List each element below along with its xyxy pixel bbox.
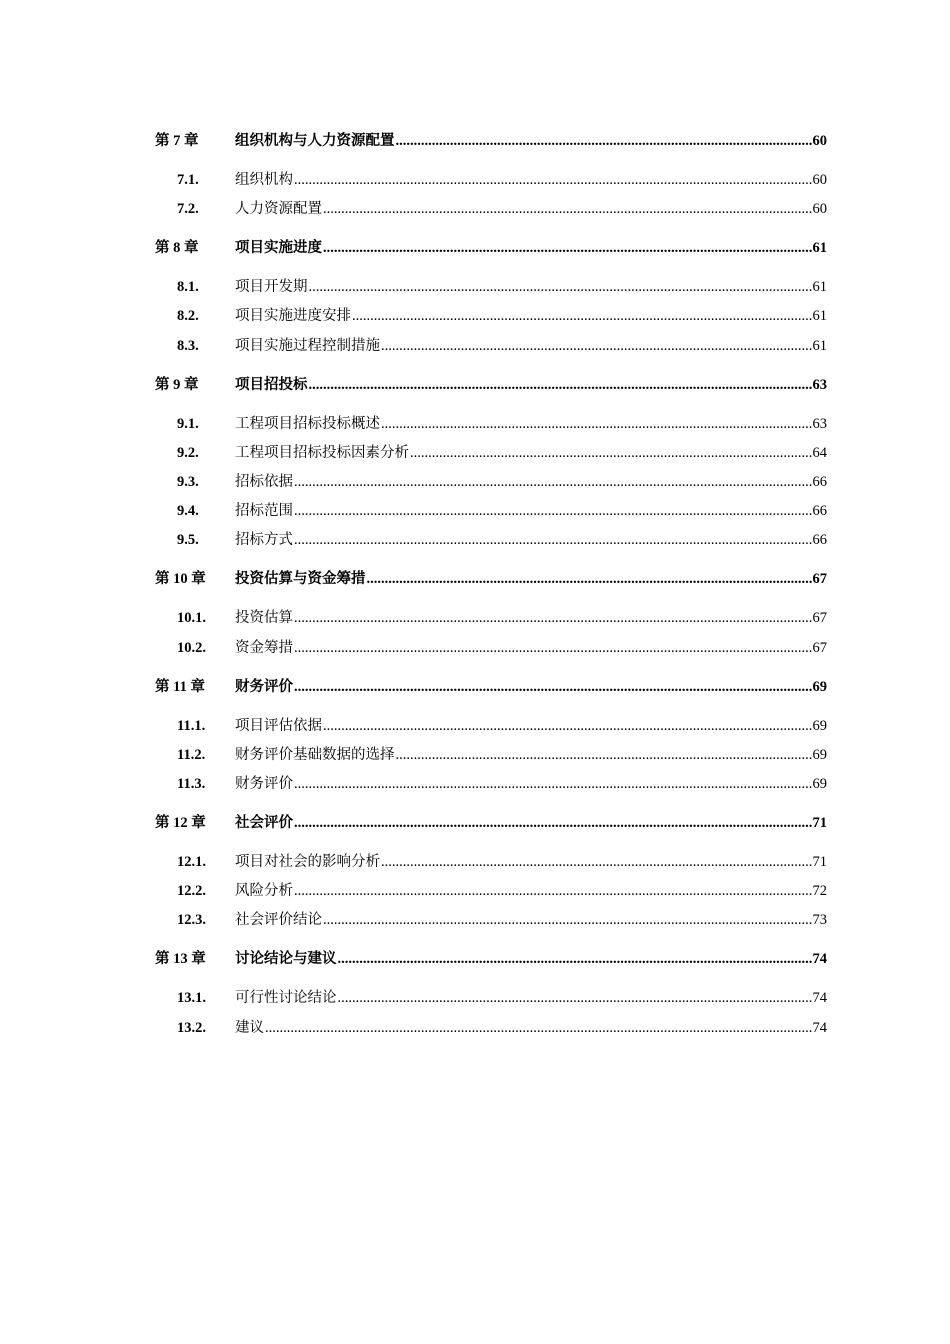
- toc-dot-leader: [338, 989, 812, 1007]
- toc-chapter-title: 投资估算与资金筹措: [235, 571, 366, 588]
- toc-section-number: 12.3.: [177, 912, 206, 929]
- toc-section-number: 10.1.: [177, 610, 206, 627]
- toc-dot-leader: [323, 911, 812, 929]
- toc-page-number: 61: [812, 337, 827, 354]
- toc-dot-leader: [309, 278, 812, 296]
- toc-chapter-number: 第 13 章: [155, 951, 206, 968]
- toc-section-number: 7.1.: [177, 172, 199, 188]
- toc-section-entry[interactable]: [155, 989, 827, 1007]
- toc-section-number: 12.1.: [177, 854, 206, 870]
- toc-chapter-entry[interactable]: [155, 570, 827, 588]
- toc-dot-leader: [294, 171, 812, 189]
- toc-dot-leader: [381, 853, 812, 871]
- toc-page-number: 66: [812, 503, 827, 520]
- toc-page-number: 72: [812, 883, 827, 900]
- toc-section-title: 项目开发期: [235, 279, 308, 296]
- toc-section-title: 资金筹措: [235, 639, 293, 656]
- toc-section-entry[interactable]: [155, 415, 827, 433]
- toc-dot-leader: [410, 444, 812, 462]
- toc-dot-leader: [294, 473, 812, 491]
- toc-page-number: 67: [812, 571, 827, 588]
- toc-chapter-title: 讨论结论与建议: [235, 951, 337, 968]
- toc-chapter-title: 项目实施进度: [235, 240, 322, 257]
- toc-section-entry[interactable]: [155, 278, 827, 296]
- toc-page-number: 60: [812, 133, 827, 149]
- toc-page-number: 66: [812, 474, 827, 490]
- toc-page-number: 73: [812, 912, 827, 929]
- toc-page-number: 71: [812, 854, 827, 870]
- toc-page-number: 60: [812, 172, 827, 188]
- toc-page-number: 69: [812, 746, 827, 763]
- toc-chapter-entry[interactable]: [155, 132, 827, 150]
- toc-section-number: 8.1.: [177, 279, 199, 296]
- toc-dot-leader: [294, 639, 812, 657]
- toc-section-number: 12.2.: [177, 883, 206, 900]
- toc-dot-leader: [265, 1019, 812, 1037]
- toc-section-number: 7.2.: [177, 201, 199, 218]
- toc-dot-leader: [323, 717, 812, 735]
- toc-section-number: 11.1.: [177, 717, 206, 734]
- toc-page-number: 69: [812, 776, 827, 792]
- toc-dot-leader: [367, 570, 812, 588]
- toc-section-number: 9.3.: [177, 474, 199, 490]
- toc-section-title: 风险分析: [235, 883, 293, 900]
- toc-section-entry[interactable]: [155, 639, 827, 657]
- toc-dot-leader: [294, 775, 812, 793]
- toc-page-number: 63: [812, 376, 827, 393]
- toc-section-title: 工程项目招标投标概述: [235, 415, 380, 432]
- toc-section-entry[interactable]: [155, 502, 827, 520]
- toc-chapter-number: 第 8 章: [155, 240, 199, 257]
- toc-chapter-entry[interactable]: [155, 239, 827, 257]
- toc-dot-leader: [352, 307, 812, 325]
- toc-section-title: 建议: [235, 1019, 264, 1036]
- toc-section-title: 工程项目招标投标因素分析: [235, 444, 409, 461]
- toc-section-title: 招标方式: [235, 532, 293, 549]
- toc-section-title: 项目实施进度安排: [235, 308, 351, 325]
- toc-page-number: 74: [812, 990, 827, 1007]
- toc-section-entry[interactable]: [155, 609, 827, 627]
- toc-page-number: 61: [812, 308, 827, 325]
- toc-dot-leader: [294, 531, 812, 549]
- toc-section-number: 8.2.: [177, 308, 199, 325]
- toc-dot-leader: [294, 609, 812, 627]
- toc-section-entry[interactable]: [155, 307, 827, 325]
- toc-section-number: 8.3.: [177, 337, 199, 354]
- toc-section-entry[interactable]: [155, 200, 827, 218]
- toc-dot-leader: [294, 882, 812, 900]
- toc-dot-leader: [323, 239, 812, 257]
- toc-section-entry[interactable]: [155, 444, 827, 462]
- toc-section-entry[interactable]: [155, 746, 827, 764]
- toc-chapter-title: 社会评价: [235, 815, 293, 831]
- toc-section-entry[interactable]: [155, 531, 827, 549]
- toc-section-title: 投资估算: [235, 610, 293, 627]
- toc-section-entry[interactable]: [155, 337, 827, 355]
- toc-page-number: 74: [812, 951, 827, 968]
- toc-section-entry[interactable]: [155, 775, 827, 793]
- toc-chapter-number: 第 7 章: [155, 133, 199, 149]
- toc-section-number: 9.1.: [177, 415, 199, 432]
- toc-section-entry[interactable]: [155, 473, 827, 491]
- toc-section-title: 项目实施过程控制措施: [235, 337, 380, 354]
- toc-chapter-number: 第 9 章: [155, 376, 199, 393]
- toc-section-number: 11.2.: [177, 746, 206, 763]
- toc-section-entry[interactable]: [155, 171, 827, 189]
- toc-section-entry[interactable]: [155, 853, 827, 871]
- toc-chapter-title: 项目招投标: [235, 376, 308, 393]
- toc-section-title: 社会评价结论: [235, 912, 322, 929]
- toc-section-entry[interactable]: [155, 882, 827, 900]
- toc-chapter-entry[interactable]: [155, 950, 827, 968]
- toc-section-title: 财务评价基础数据的选择: [235, 746, 395, 763]
- toc-section-title: 可行性讨论结论: [235, 990, 337, 1007]
- toc-section-entry[interactable]: [155, 911, 827, 929]
- toc-page-number: 61: [812, 279, 827, 296]
- toc-chapter-entry[interactable]: [155, 678, 827, 696]
- toc-dot-leader: [381, 337, 812, 355]
- toc-section-title: 招标范围: [235, 503, 293, 520]
- toc-page-number: 61: [812, 240, 827, 257]
- toc-section-title: 组织机构: [235, 172, 293, 188]
- toc-dot-leader: [294, 678, 812, 696]
- toc-page-number: 74: [812, 1019, 827, 1036]
- toc-page-number: 66: [812, 532, 827, 549]
- toc-section-title: 人力资源配置: [235, 201, 322, 218]
- toc-section-title: 项目评估依据: [235, 717, 322, 734]
- toc-chapter-title: 组织机构与人力资源配置: [235, 133, 395, 149]
- toc-page-number: 63: [812, 415, 827, 432]
- toc-dot-leader: [396, 746, 812, 764]
- toc-chapter-title: 财务评价: [235, 678, 293, 695]
- toc-dot-leader: [294, 502, 812, 520]
- toc-chapter-number: 第 12 章: [155, 815, 206, 831]
- toc-page-number: 71: [812, 815, 827, 831]
- toc-section-title: 项目对社会的影响分析: [235, 854, 380, 870]
- toc-dot-leader: [396, 132, 812, 150]
- toc-dot-leader: [338, 950, 812, 968]
- toc-section-entry[interactable]: [155, 1019, 827, 1037]
- toc-section-number: 13.1.: [177, 990, 206, 1007]
- toc-section-number: 9.5.: [177, 532, 199, 549]
- toc-section-number: 10.2.: [177, 639, 206, 656]
- toc-page-number: 67: [812, 639, 827, 656]
- toc-page-number: 67: [812, 610, 827, 627]
- toc-page-number: 69: [812, 717, 827, 734]
- toc-dot-leader: [309, 376, 812, 394]
- toc-chapter-number: 第 11 章: [155, 678, 205, 695]
- toc-dot-leader: [381, 415, 812, 433]
- toc-section-number: 9.2.: [177, 444, 199, 461]
- toc-section-number: 13.2.: [177, 1019, 206, 1036]
- toc-page-number: 69: [812, 678, 827, 695]
- toc-chapter-number: 第 10 章: [155, 571, 206, 588]
- toc-section-number: 11.3.: [177, 776, 206, 792]
- toc-section-entry[interactable]: [155, 717, 827, 735]
- toc-section-title: 招标依据: [235, 474, 293, 490]
- toc-page-number: 64: [812, 444, 827, 461]
- toc-section-title: 财务评价: [235, 776, 293, 792]
- toc-section-number: 9.4.: [177, 503, 199, 520]
- toc-dot-leader: [323, 200, 812, 218]
- toc-chapter-entry[interactable]: [155, 814, 827, 832]
- toc-page-number: 60: [812, 201, 827, 218]
- toc-chapter-entry[interactable]: [155, 376, 827, 394]
- toc-dot-leader: [294, 814, 812, 832]
